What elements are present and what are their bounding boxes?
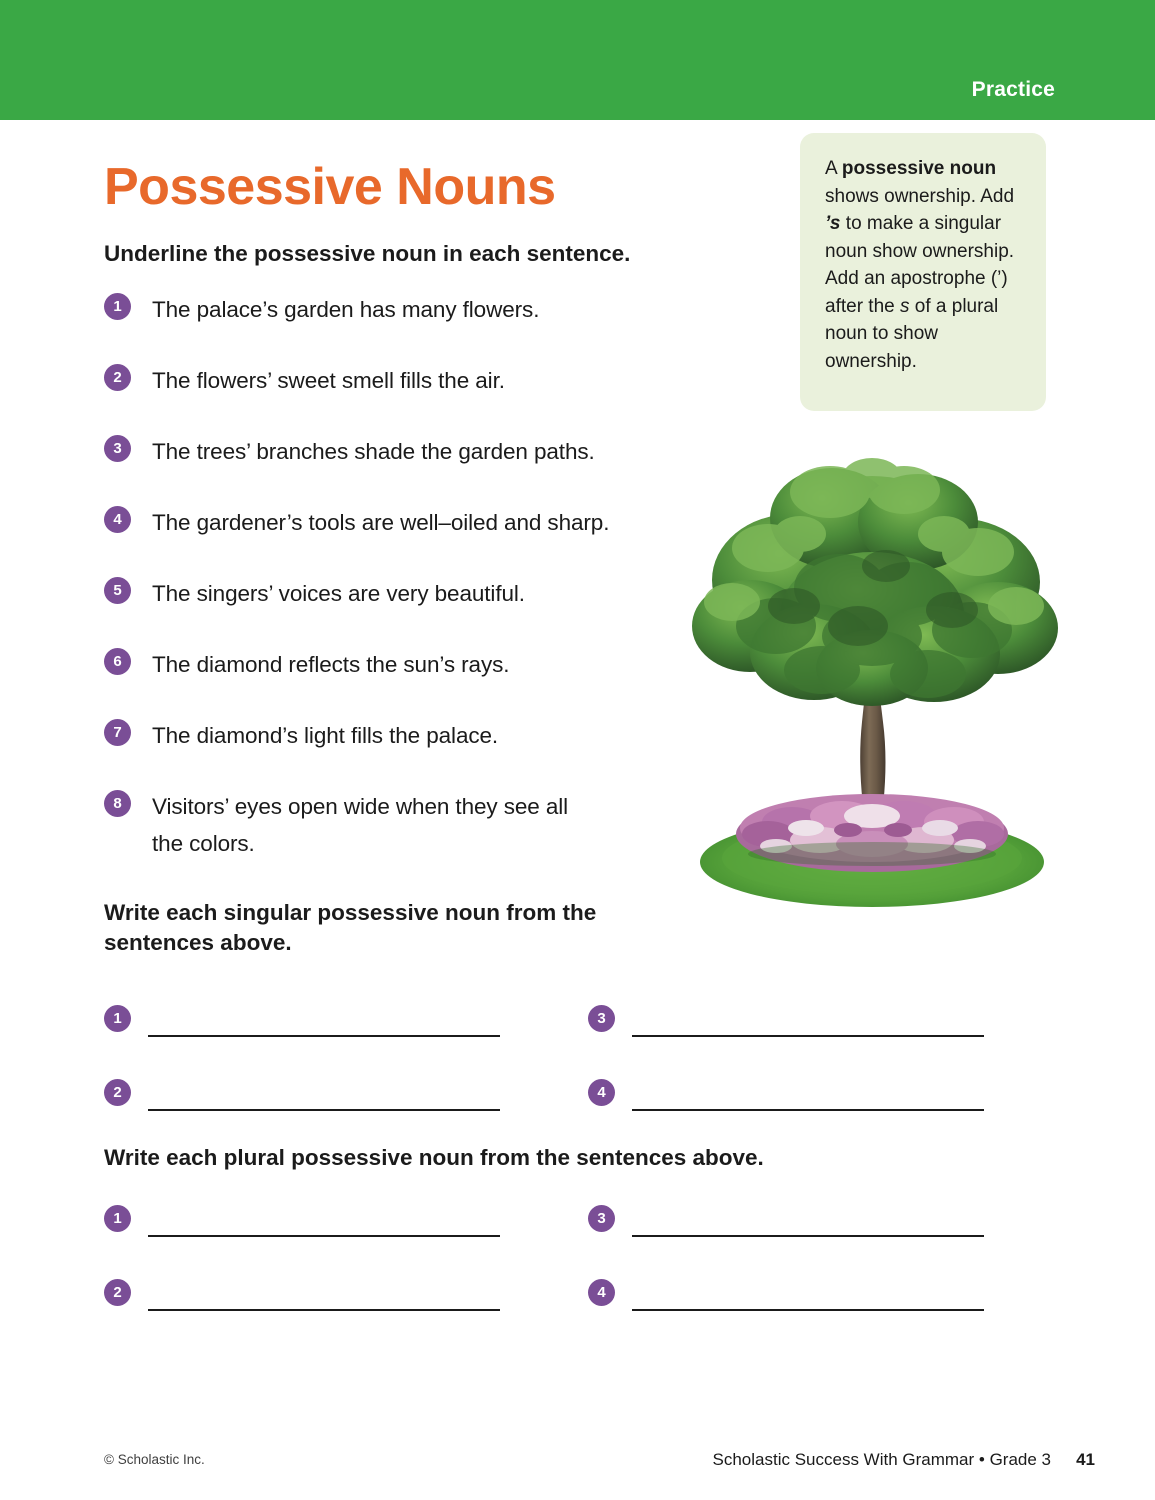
sentence-text: Visitors’ eyes open wide when they see all the colors. bbox=[152, 794, 569, 856]
item-number-badge: 3 bbox=[104, 435, 131, 462]
answer-block-plural bbox=[104, 1200, 1004, 1348]
answer-row bbox=[104, 1274, 1004, 1348]
tip-callout-text bbox=[825, 155, 1026, 375]
sentence-text: The flowers’ sweet smell fills the air. bbox=[152, 368, 505, 393]
answer-slot[interactable] bbox=[588, 1000, 988, 1042]
item-number-badge: 5 bbox=[104, 577, 131, 604]
answer-number-badge: 1 bbox=[104, 1005, 131, 1032]
sentence-text: The singers’ voices are very beautiful. bbox=[152, 581, 525, 606]
answer-slot[interactable] bbox=[588, 1074, 988, 1116]
callout-part-4: to make a singular noun show ownership. Add an apostrophe (’) after the bbox=[825, 213, 1015, 317]
instruction-write-singular: Write each singular possessive noun from the sentences above. bbox=[104, 900, 597, 956]
answer-write-line[interactable] bbox=[148, 1235, 500, 1237]
item-number-badge: 6 bbox=[104, 648, 131, 675]
answer-write-line[interactable] bbox=[632, 1035, 984, 1037]
answer-block-singular bbox=[104, 1000, 1004, 1148]
footer-copyright: © Scholastic Inc. bbox=[104, 1452, 205, 1467]
callout-apostrophe-s: ’s bbox=[825, 213, 841, 235]
page-title: Possessive Nouns bbox=[104, 158, 556, 216]
footer-page-number: 41 bbox=[1076, 1450, 1095, 1469]
answer-write-line[interactable] bbox=[632, 1309, 984, 1311]
sentence-item[interactable] bbox=[104, 647, 724, 691]
callout-term-possessive-noun: possessive noun bbox=[841, 158, 997, 179]
sentence-item[interactable] bbox=[104, 505, 724, 549]
answer-slot[interactable] bbox=[588, 1200, 988, 1242]
answer-number-badge: 1 bbox=[104, 1205, 131, 1232]
item-number-badge: 1 bbox=[104, 293, 131, 320]
tree-with-flower-bed-photo bbox=[672, 430, 1072, 912]
answer-write-line[interactable] bbox=[148, 1035, 500, 1037]
sentence-text: The trees’ branches shade the garden paths. bbox=[152, 439, 595, 464]
item-number-badge: 8 bbox=[104, 790, 131, 817]
sentence-item[interactable] bbox=[104, 434, 724, 478]
answer-write-line[interactable] bbox=[632, 1235, 984, 1237]
section-label-practice: Practice bbox=[971, 78, 1055, 101]
answer-number-badge: 2 bbox=[104, 1279, 131, 1306]
callout-part-2: shows ownership. Add bbox=[825, 185, 1015, 207]
sentence-text: The diamond reflects the sun’s rays. bbox=[152, 652, 510, 677]
answer-slot[interactable] bbox=[588, 1274, 988, 1316]
item-number-badge: 7 bbox=[104, 719, 131, 746]
answer-row bbox=[104, 1000, 1004, 1074]
item-number-badge: 2 bbox=[104, 364, 131, 391]
answer-number-badge: 3 bbox=[588, 1205, 615, 1232]
answer-row bbox=[104, 1200, 1004, 1274]
instruction-write-plural: Write each plural possessive noun from the sentences above. bbox=[104, 1145, 764, 1170]
tip-callout-box bbox=[800, 133, 1046, 411]
header-band bbox=[0, 0, 1155, 120]
sentence-text: The gardener’s tools are well–oiled and sharp. bbox=[152, 510, 610, 535]
answer-write-line[interactable] bbox=[148, 1109, 500, 1111]
answer-write-line[interactable] bbox=[632, 1109, 984, 1111]
answer-number-badge: 2 bbox=[104, 1079, 131, 1106]
answer-number-badge: 3 bbox=[588, 1005, 615, 1032]
answer-row bbox=[104, 1074, 1004, 1148]
sentence-text: The palace’s garden has many flowers. bbox=[152, 297, 540, 322]
callout-part-6: of a plural noun to show ownership. bbox=[825, 295, 999, 372]
callout-part-lead: A bbox=[825, 158, 842, 179]
sentence-list bbox=[104, 292, 724, 862]
sentence-item[interactable] bbox=[104, 292, 724, 336]
answer-slot[interactable] bbox=[104, 1074, 504, 1116]
answer-write-line[interactable] bbox=[148, 1309, 500, 1311]
answer-slot[interactable] bbox=[104, 1200, 504, 1242]
answer-number-badge: 4 bbox=[588, 1079, 615, 1106]
sentence-item[interactable] bbox=[104, 576, 724, 620]
answer-slot[interactable] bbox=[104, 1000, 504, 1042]
instruction-underline: Underline the possessive noun in each sentence. bbox=[104, 241, 631, 266]
callout-letter-s: s bbox=[900, 295, 910, 317]
sentence-text: The diamond’s light fills the palace. bbox=[152, 723, 499, 748]
sentence-item[interactable] bbox=[104, 363, 724, 407]
sentence-item[interactable] bbox=[104, 718, 724, 762]
answer-number-badge: 4 bbox=[588, 1279, 615, 1306]
answer-slot[interactable] bbox=[104, 1274, 504, 1316]
footer-series-title: Scholastic Success With Grammar • Grade 3 bbox=[712, 1450, 1051, 1469]
sentence-item[interactable] bbox=[104, 789, 592, 862]
item-number-badge: 4 bbox=[104, 506, 131, 533]
